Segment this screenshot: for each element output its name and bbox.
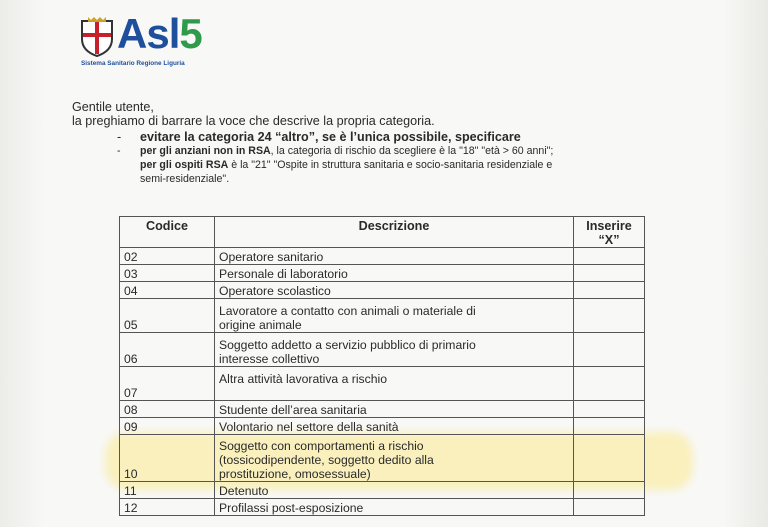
description-line: Operatore sanitario [219, 250, 324, 264]
category-table [119, 216, 645, 516]
description-line: interesse collettivo [219, 352, 320, 366]
bullet-continuation [140, 159, 552, 171]
table-row [120, 282, 645, 299]
bullet-continuation: semi-residenziale". [140, 173, 230, 185]
mark-checkbox-cell[interactable] [574, 418, 645, 435]
table-row [120, 435, 645, 482]
mark-checkbox-cell[interactable] [574, 401, 645, 418]
code-cell: 12 [120, 499, 215, 516]
description-line: origine animale [219, 318, 302, 332]
description-line: prostituzione, omosessuale) [219, 467, 371, 481]
request-text: la preghiamo di barrare la voce che descrive la propria categoria. [72, 114, 435, 128]
table-row [120, 299, 645, 333]
table-header-row [120, 217, 645, 248]
table-row [120, 418, 645, 435]
bullet-text: evitare la categoria 24 “altro”, se è l’unica possibile, specificare [140, 130, 521, 144]
code-cell: 02 [120, 248, 215, 265]
description-line: Detenuto [219, 484, 269, 498]
code-cell: 09 [120, 418, 215, 435]
table-row [120, 265, 645, 282]
description-line: Soggetto addetto a servizio pubblico di primario [219, 338, 476, 352]
description-line: Studente dell’area sanitaria [219, 403, 367, 417]
description-cell [215, 401, 574, 418]
bullet-bold-text: per gli ospiti RSA [140, 159, 229, 171]
bullet-dash: - [117, 145, 121, 157]
header-mark [574, 217, 645, 248]
table-row [120, 401, 645, 418]
code-cell: 07 [120, 367, 215, 401]
greeting: Gentile utente, [72, 100, 154, 114]
description-cell [215, 482, 574, 499]
table-row [120, 482, 645, 499]
table-row [120, 499, 645, 516]
code-cell: 03 [120, 265, 215, 282]
brand-main: Asl [117, 10, 180, 57]
description-cell [215, 499, 574, 516]
description-line: Personale di laboratorio [219, 267, 348, 281]
code-cell: 06 [120, 333, 215, 367]
description-line: Profilassi post-esposizione [219, 501, 364, 515]
mark-checkbox-cell[interactable] [574, 265, 645, 282]
description-cell [215, 418, 574, 435]
description-line: Lavoratore a contatto con animali o materiale di [219, 304, 476, 318]
code-cell: 08 [120, 401, 215, 418]
table-row [120, 333, 645, 367]
mark-checkbox-cell[interactable] [574, 435, 645, 482]
header-code: Codice [120, 217, 215, 248]
code-cell: 11 [120, 482, 215, 499]
description-line: Operatore scolastico [219, 284, 331, 298]
brand-subtitle: Sistema Sanitario Regione Liguria [81, 60, 185, 67]
bullet-dash: - [117, 130, 122, 144]
liguria-shield-icon [80, 17, 114, 57]
asl5-logo [80, 10, 280, 76]
mark-checkbox-cell[interactable] [574, 333, 645, 367]
table-row [120, 248, 645, 265]
mark-checkbox-cell[interactable] [574, 482, 645, 499]
bullet-bold-text: per gli anziani non in RSA [140, 145, 271, 157]
description-cell [215, 435, 574, 482]
description-line: Altra attività lavorativa a rischio [219, 372, 387, 386]
mark-checkbox-cell[interactable] [574, 282, 645, 299]
code-cell: 10 [120, 435, 215, 482]
description-line [219, 386, 222, 400]
table-row [120, 367, 645, 401]
header-description: Descrizione [215, 217, 574, 248]
bullet-text: è la "21" "Ospite in struttura sanitaria e socio-sanitaria residenziale e [228, 159, 553, 171]
description-cell [215, 282, 574, 299]
description-line: (tossicodipendente, soggetto dedito alla [219, 453, 434, 467]
description-cell [215, 367, 574, 401]
mark-checkbox-cell[interactable] [574, 299, 645, 333]
description-cell [215, 265, 574, 282]
description-line: Soggetto con comportamenti a rischio [219, 439, 424, 453]
description-cell [215, 248, 574, 265]
mark-checkbox-cell[interactable] [574, 248, 645, 265]
description-line: Volontario nel settore della sanità [219, 420, 399, 434]
code-cell: 05 [120, 299, 215, 333]
mark-checkbox-cell[interactable] [574, 367, 645, 401]
bullet-text: , la categoria di rischio da scegliere è la "18" "età > 60 anni"; [270, 145, 554, 157]
header-mark-line2: “X” [598, 233, 620, 247]
mark-checkbox-cell[interactable] [574, 499, 645, 516]
brand-digit: 5 [179, 10, 202, 57]
brand-wordmark [117, 10, 202, 58]
header-mark-line1: Inserire [586, 219, 632, 233]
code-cell: 04 [120, 282, 215, 299]
description-cell [215, 299, 574, 333]
description-cell [215, 333, 574, 367]
